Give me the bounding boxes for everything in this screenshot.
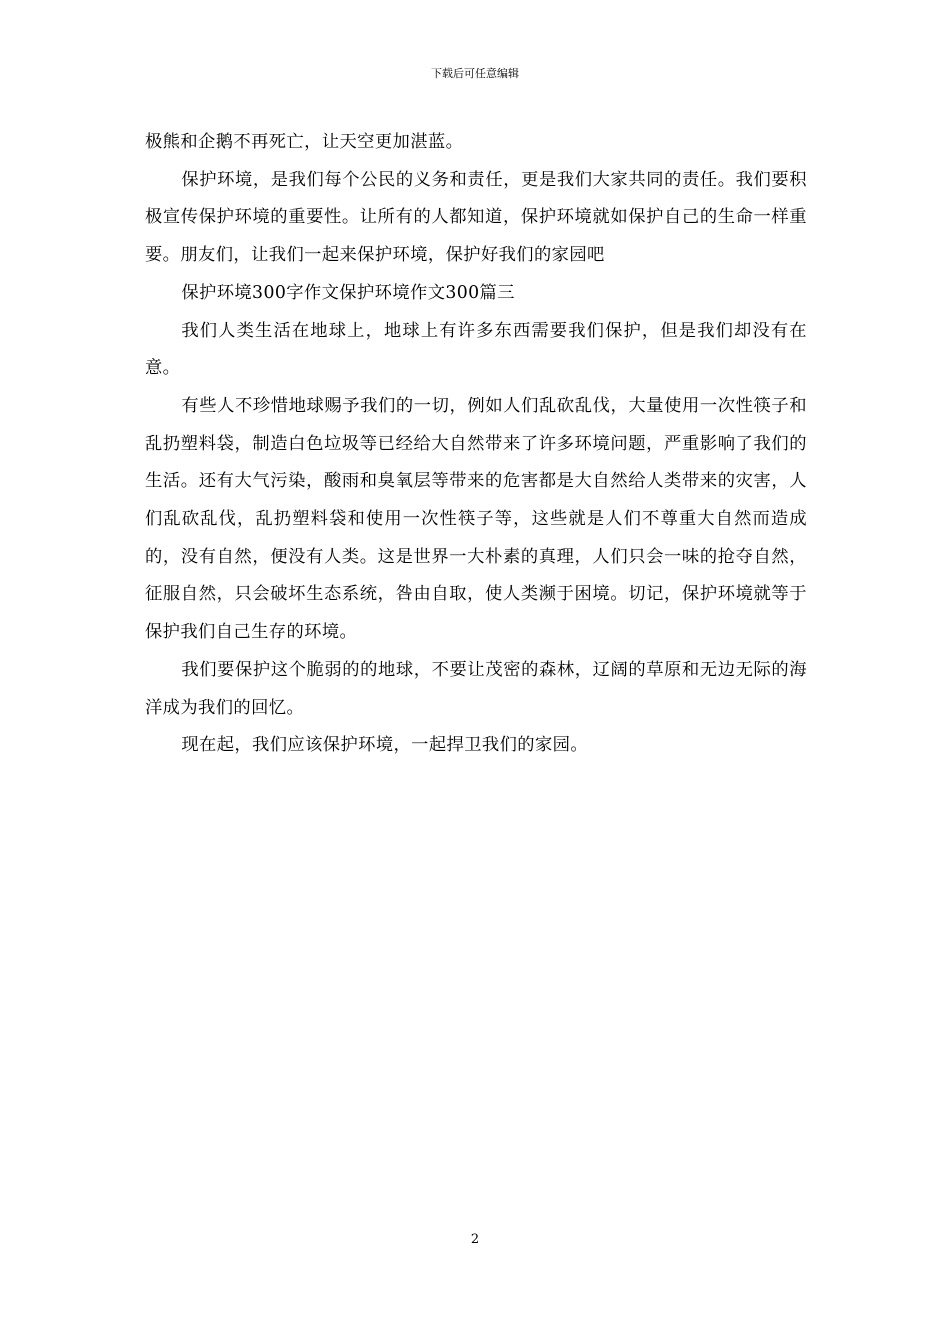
paragraph: 我们要保护这个脆弱的的地球，不要让茂密的森林，辽阔的草原和无边无际的海洋成为我们的回忆。 xyxy=(145,659,807,718)
paragraph: 有些人不珍惜地球赐予我们的一切，例如人们乱砍乱伐，大量使用一次性筷子和乱扔塑料袋，制造白色垃圾等已经给大自然带来了许多环境问题，严重影响了我们的生活。还有大气污染，酸雨和臭氧层等带来的危害都是大自然给人类带来的灾害，人们乱砍乱伐，乱扔塑料袋和使用一次性筷子等，这些就是人们不尊重大自然而造成的，没有自然，便没有人类。这是世界一大朴素的真理，人们只会一味的抢夺自然，征服自然，只会破坏生态系统，咎由自取，使人类濒于困境。切记，保护环境就等于保护我们自己生存的环境。 xyxy=(145,395,807,643)
section-title: 保护环境300字作文保护环境作文300篇三 xyxy=(181,282,515,303)
page-header: 下载后可任意编辑 xyxy=(431,67,519,80)
paragraph: 现在起，我们应该保护环境，一起捍卫我们的家园。 xyxy=(181,735,588,756)
paragraph: 我们人类生活在地球上，地球上有许多东西需要我们保护，但是我们却没有在意。 xyxy=(145,320,807,379)
paragraph: 保护环境，是我们每个公民的义务和责任，更是我们大家共同的责任。我们要积极宣传保护环境的重要性。让所有的人都知道，保护环境就如保护自己的生命一样重要。朋友们，让我们一起来保护环境，保护好我们的家园吧 xyxy=(145,169,807,266)
paragraph-continuation: 极熊和企鹅不再死亡，让天空更加湛蓝。 xyxy=(145,132,464,152)
document-body xyxy=(145,124,807,765)
page-number: 2 xyxy=(470,1232,480,1247)
